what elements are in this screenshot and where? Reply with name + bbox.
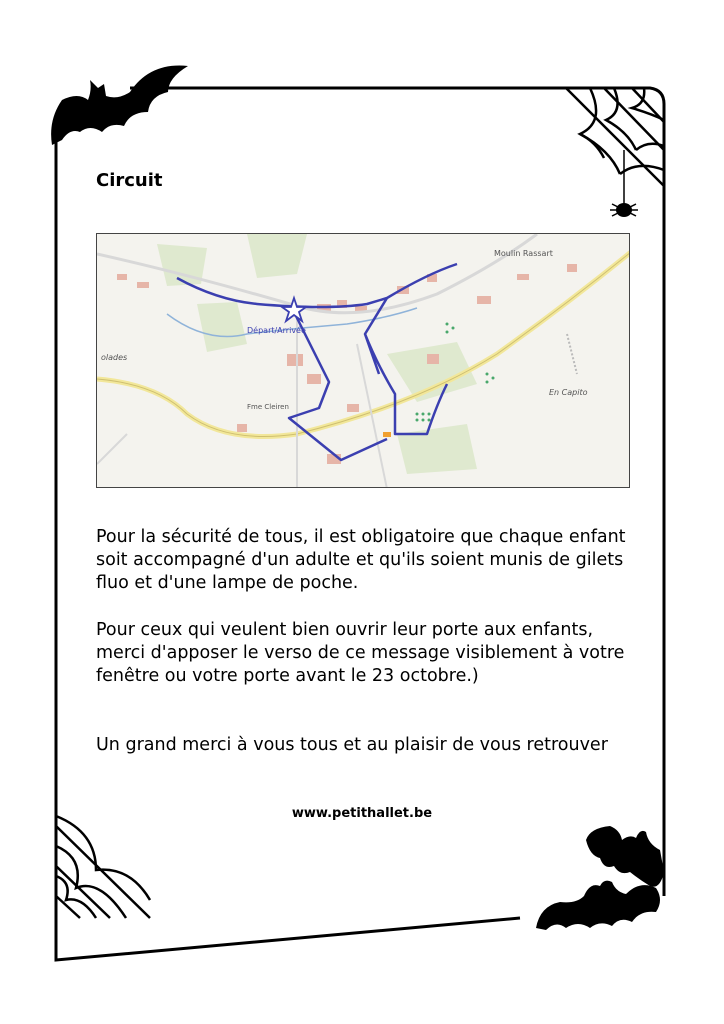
spider-icon <box>610 150 638 217</box>
page-title: Circuit <box>96 170 163 191</box>
website-link[interactable]: www.petithallet.be <box>291 806 433 821</box>
spider-web-icon <box>56 816 150 918</box>
circuit-map <box>96 233 630 488</box>
place-label: Moulin Rassart <box>494 249 553 258</box>
safety-paragraph: Pour la sécurité de tous, il est obligatoire que chaque enfant soit accompagné d'un adulte et qu'ils soient munis de gilets fluo et d'une lampe de poche. <box>96 527 626 593</box>
door-paragraph: Pour ceux qui veulent bien ouvrir leur porte aux enfants, merci d'apposer le verso de ce message visiblement à votre fenêtre ou votre porte avant le 23 octobre.) <box>96 620 625 686</box>
place-label: olades <box>101 353 128 362</box>
map-buildings <box>117 264 577 464</box>
bat-icon <box>51 66 188 145</box>
start-label: Départ/Arrivée <box>247 326 306 335</box>
thanks-paragraph: Un grand merci à vous tous et au plaisir de vous retrouver <box>96 735 608 755</box>
map-marker <box>383 432 391 437</box>
frame-border <box>56 88 664 960</box>
place-label: En Capito <box>549 388 588 397</box>
spider-web-icon <box>566 88 664 186</box>
bat-icon <box>536 826 664 930</box>
place-label: Fme Cleiren <box>247 403 289 411</box>
